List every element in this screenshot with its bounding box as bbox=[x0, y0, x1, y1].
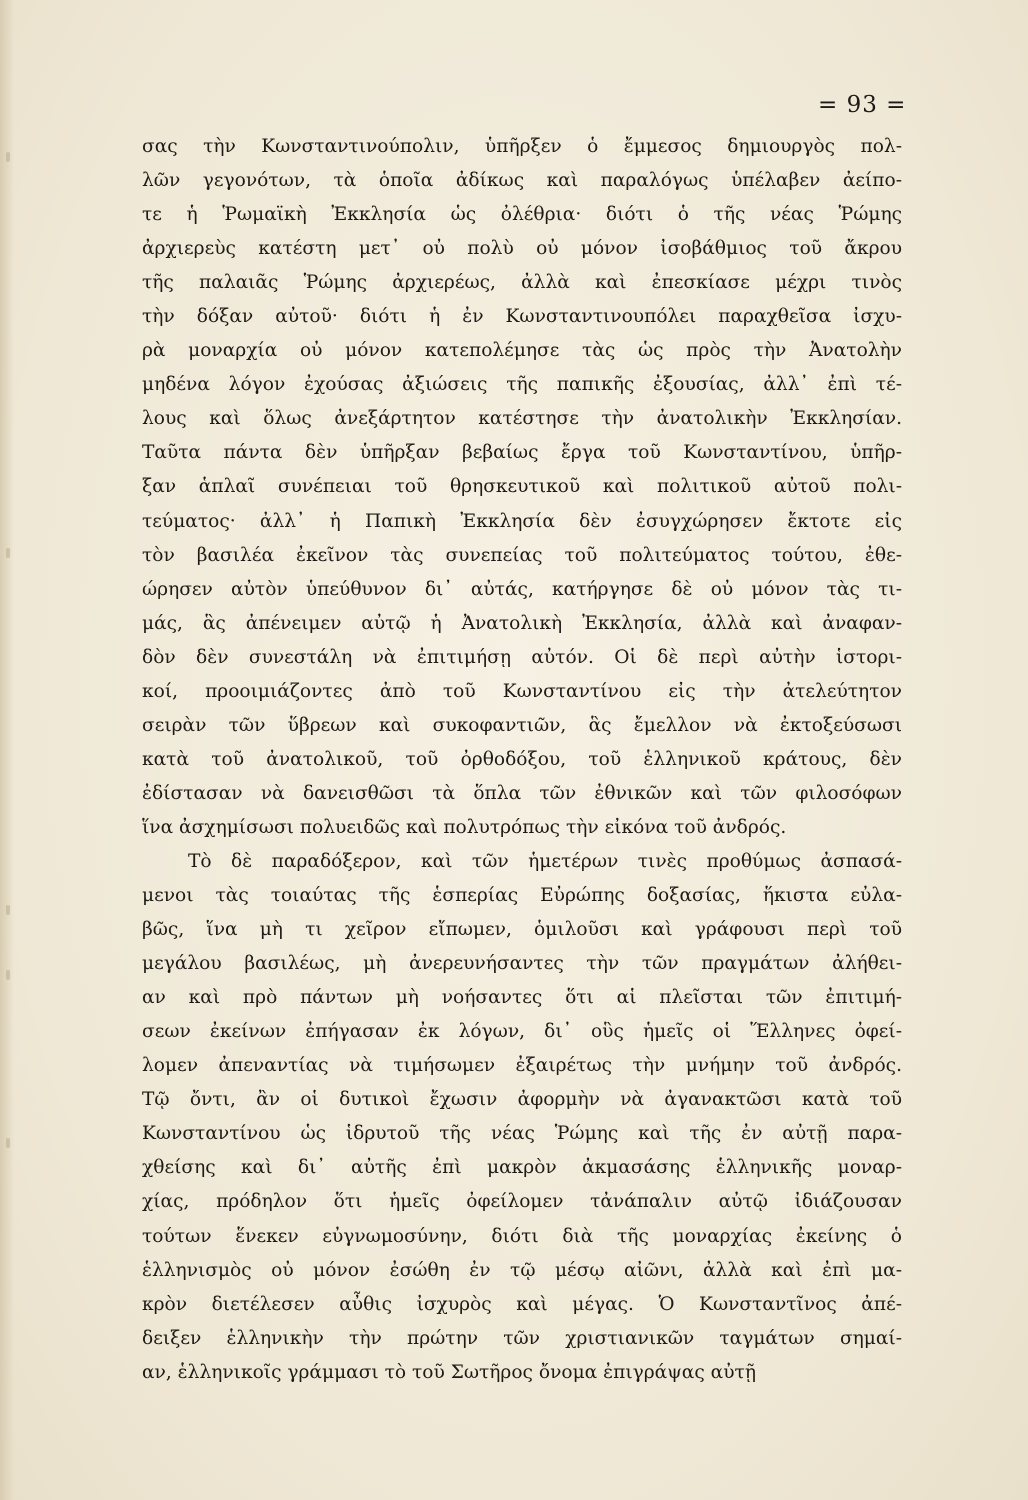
text-line: αν καὶ πρὸ πάντων μὴ νοήσαντες ὅτι αἱ πλεῖσται τῶν ἐπιτιμή- bbox=[142, 987, 902, 1009]
text-line: Τῷ ὄντι, ἂν οἱ δυτικοὶ ἔχωσιν ἀφορμὴν νὰ ἀγανακτῶσι κατὰ τοῦ bbox=[142, 1089, 902, 1111]
text-line: σεων ἐκείνων ἐπήγασαν ἐκ λόγων, δι᾽ οὓς ἡμεῖς οἱ Ἕλληνες ὀφεί- bbox=[142, 1021, 902, 1043]
margin-smudge bbox=[6, 152, 10, 162]
text-line: μενοι τὰς τοιαύτας τῆς ἑσπερίας Εὐρώπης δοξασίας, ἥκιστα εὐλα- bbox=[142, 885, 902, 907]
margin-smudge bbox=[6, 970, 10, 980]
text-line: χίας, πρόδηλον ὅτι ἡμεῖς ὀφείλομεν τἀνάπαλιν αὐτῷ ἰδιάζουσαν bbox=[142, 1191, 902, 1213]
text-line: κοί, προοιμιάζοντες ἀπὸ τοῦ Κωνσταντίνου εἰς τὴν ἀτελεύτητον bbox=[142, 680, 902, 702]
text-line: ἑλληνισμὸς οὐ μόνον ἐσώθη ἐν τῷ μέσῳ αἰῶνι, ἀλλὰ καὶ ἐπὶ μα- bbox=[142, 1259, 902, 1281]
margin-smudge bbox=[6, 905, 10, 915]
text-line: τὸν βασιλέα ἐκεῖνον τὰς συνεπείας τοῦ πολιτεύματος τούτου, ἐθε- bbox=[142, 544, 902, 566]
text-line: ώρησεν αὐτὸν ὑπεύθυνον δι᾽ αὐτάς, κατήργησε δὲ οὐ μόνον τὰς τι- bbox=[142, 578, 902, 600]
text-line: λῶν γεγονότων, τὰ ὁποῖα ἀδίκως καὶ παραλόγως ὑπέλαβεν ἀείπο- bbox=[142, 170, 902, 192]
page-gutter-shadow bbox=[0, 0, 14, 1500]
margin-smudge bbox=[6, 1138, 10, 1148]
text-line: ξαν ἁπλαῖ συνέπειαι τοῦ θρησκευτικοῦ καὶ πολιτικοῦ αὐτοῦ πολι- bbox=[142, 476, 902, 498]
text-line: σας τὴν Κωνσταντινούπολιν, ὑπῆρξεν ὁ ἔμμεσος δημιουργὸς πολ- bbox=[142, 136, 902, 157]
text-line: τε ἡ Ῥωμαϊκὴ Ἐκκλησία ὡς ὀλέθρια· διότι ὁ τῆς νέας Ῥώμης bbox=[142, 204, 902, 226]
text-line: κατὰ τοῦ ἀνατολικοῦ, τοῦ ὀρθοδόξου, τοῦ ἑλληνικοῦ κράτους, δὲν bbox=[142, 748, 902, 770]
text-line: μάς, ἃς ἀπένειμεν αὐτῷ ἡ Ἀνατολικὴ Ἐκκλησία, ἀλλὰ καὶ ἀναφαν- bbox=[142, 612, 902, 634]
text-line: τῆς παλαιᾶς Ῥώμης ἀρχιερέως, ἀλλὰ καὶ ἐπεσκίασε μέχρι τινὸς bbox=[142, 272, 902, 294]
text-line: σειρὰν τῶν ὕβρεων καὶ συκοφαντιῶν, ἃς ἔμελλον νὰ ἐκτοξεύσωσι bbox=[142, 714, 902, 736]
text-line: κρὸν διετέλεσεν αὖθις ἰσχυρὸς καὶ μέγας. Ὁ Κωνσταντῖνος ἀπέ- bbox=[142, 1293, 902, 1315]
text-line: ἐδίστασαν νὰ δανεισθῶσι τὰ ὅπλα τῶν ἐθνικῶν καὶ τῶν φιλοσόφων bbox=[142, 782, 902, 804]
text-line: βῶς, ἵνα μὴ τι χεῖρον εἴπωμεν, ὁμιλοῦσι καὶ γράφουσι περὶ τοῦ bbox=[142, 919, 902, 941]
text-line: μεγάλου βασιλέως, μὴ ἀνερευνήσαντες τὴν τῶν πραγμάτων ἀλήθει- bbox=[142, 953, 902, 975]
text-line: λους καὶ ὅλως ἀνεξάρτητον κατέστησε τὴν ἀνατολικὴν Ἐκκλησίαν. bbox=[142, 408, 902, 430]
text-line: ἵνα ἀσχημίσωσι πολυειδῶς καὶ πολυτρόπως τὴν εἰκόνα τοῦ ἀνδρός. bbox=[142, 816, 787, 838]
text-line: αν, ἑλληνικοῖς γράμμασι τὸ τοῦ Σωτῆρος ὄνομα ἐπιγράψας αὐτῇ bbox=[142, 1361, 756, 1383]
text-line: δὸν δὲν συνεστάλη νὰ ἐπιτιμήσῃ αὐτόν. Οἱ δὲ περὶ αὐτὴν ἱστορι- bbox=[142, 646, 902, 668]
paragraph bbox=[142, 845, 902, 1390]
text-line: χθείσης καὶ δι᾽ αὐτῆς ἐπὶ μακρὸν ἀκμασάσης ἑλληνικῆς μοναρ- bbox=[142, 1157, 902, 1179]
text-line: Ταῦτα πάντα δὲν ὑπῆρξαν βεβαίως ἔργα τοῦ Κωνσταντίνου, ὑπῆρ- bbox=[142, 442, 902, 464]
margin-smudge bbox=[6, 548, 10, 558]
page-number: = 93 = bbox=[818, 92, 907, 118]
text-body bbox=[142, 130, 902, 1390]
paragraph bbox=[142, 130, 902, 845]
text-line: τούτων ἕνεκεν εὐγνωμοσύνην, διότι διὰ τῆς μοναρχίας ἐκείνης ὁ bbox=[142, 1225, 902, 1247]
text-line: ρὰ μοναρχία οὐ μόνον κατεπολέμησε τὰς ὡς πρὸς τὴν Ἀνατολὴν bbox=[142, 340, 902, 362]
text-line: τὴν δόξαν αὐτοῦ· διότι ἡ ἐν Κωνσταντινουπόλει παραχθεῖσα ἰσχυ- bbox=[142, 306, 902, 328]
text-line: λομεν ἀπεναντίας νὰ τιμήσωμεν ἐξαιρέτως τὴν μνήμην τοῦ ἀνδρός. bbox=[142, 1055, 902, 1077]
text-line: Κωνσταντίνου ὡς ἱδρυτοῦ τῆς νέας Ῥώμης καὶ τῆς ἐν αὐτῇ παρα- bbox=[142, 1123, 902, 1145]
text-line: τεύματος· ἀλλ᾽ ἡ Παπικὴ Ἐκκλησία δὲν ἐσυγχώρησεν ἔκτοτε εἰς bbox=[142, 510, 902, 532]
text-line: δειξεν ἑλληνικὴν τὴν πρώτην τῶν χριστιανικῶν ταγμάτων σημαί- bbox=[142, 1327, 902, 1349]
text-line: Τὸ δὲ παραδόξερον, καὶ τῶν ἡμετέρων τινὲς προθύμως ἀσπασά- bbox=[188, 850, 902, 872]
text-line: ἀρχιερεὺς κατέστη μετ᾽ οὐ πολὺ οὐ μόνον ἰσοβάθμιος τοῦ ἄκρου bbox=[142, 238, 902, 260]
text-line: μηδένα λόγον ἐχούσας ἀξιώσεις τῆς παπικῆς ἐξουσίας, ἀλλ᾽ ἐπὶ τέ- bbox=[142, 374, 902, 396]
